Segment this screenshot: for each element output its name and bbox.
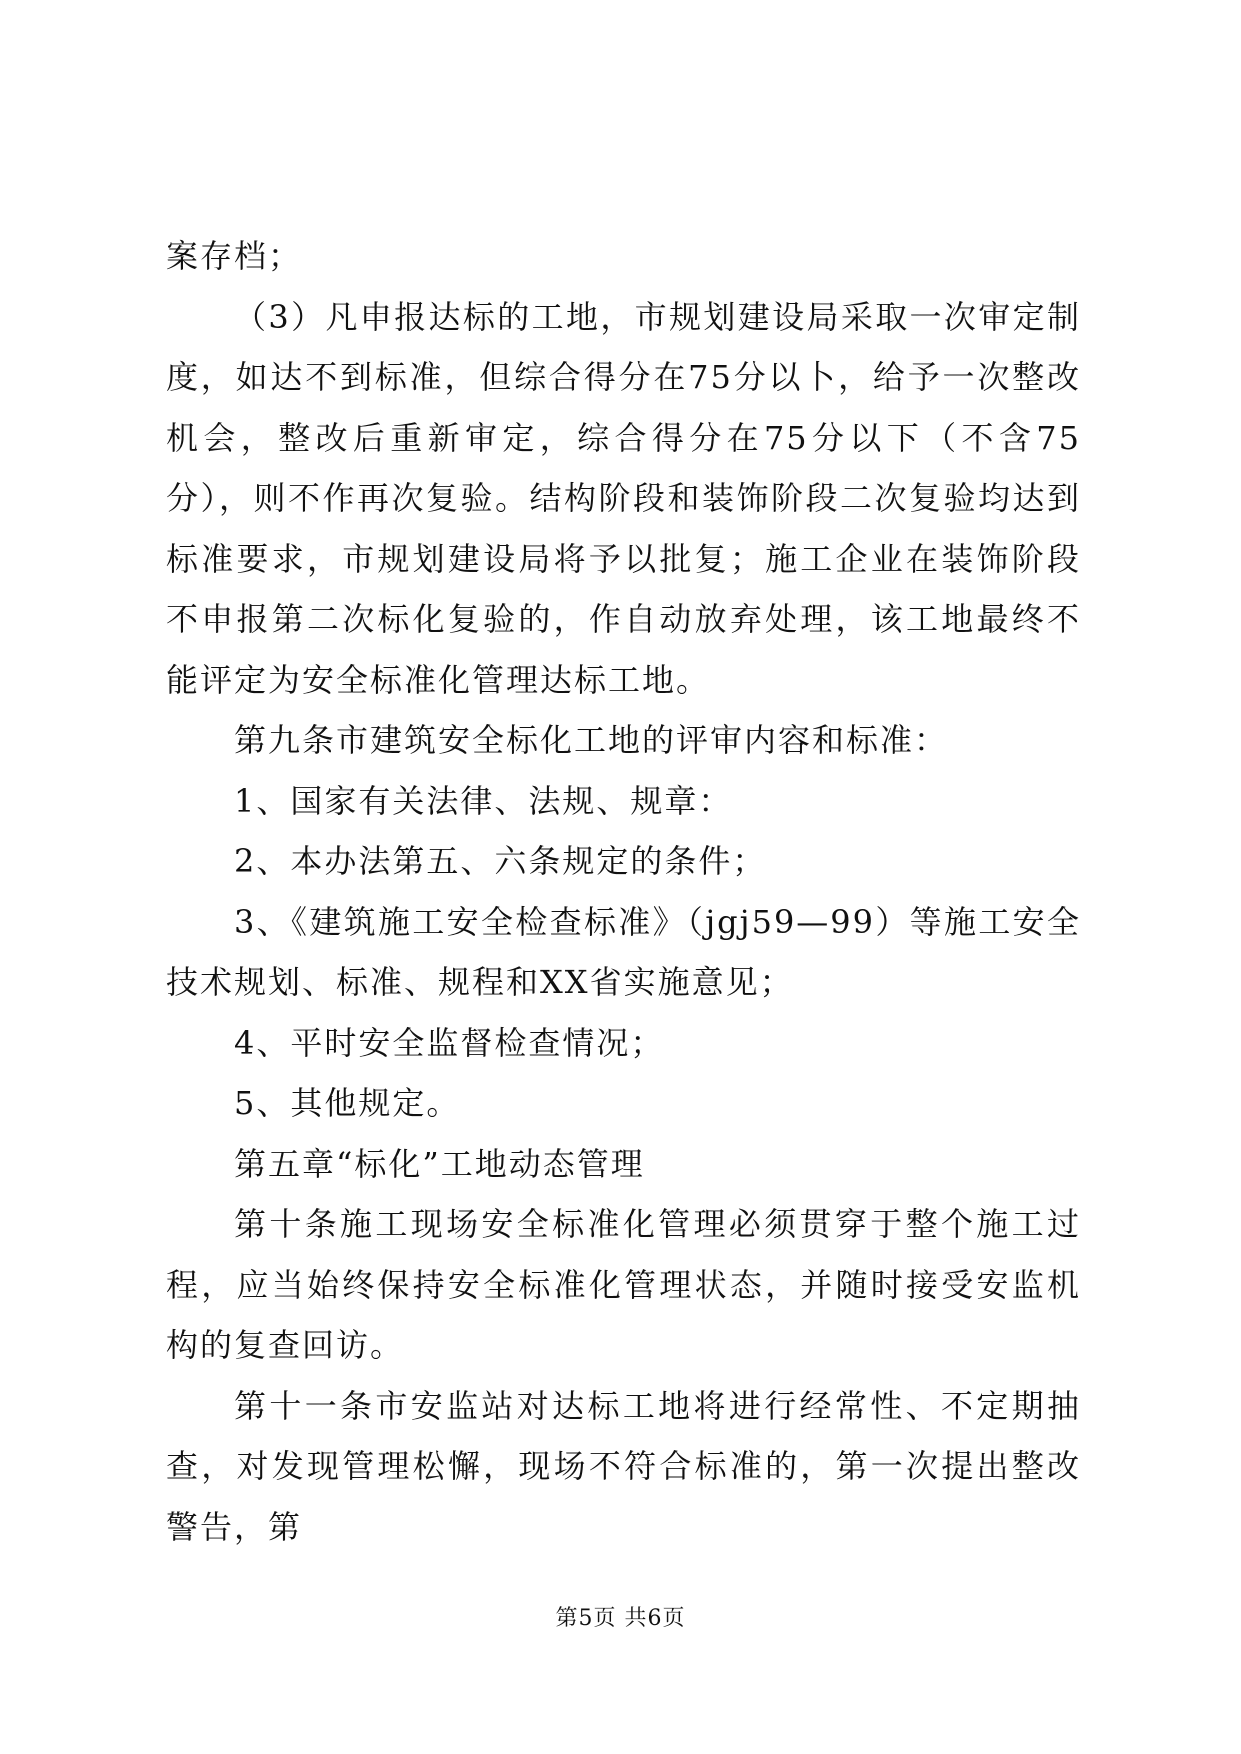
- paragraph-archive-line: 案存档；: [166, 237, 303, 275]
- paragraph-article-9: 第九条市建筑安全标化工地的评审内容和标准：: [234, 721, 949, 759]
- chapter-5-heading: 第五章“标化”工地动态管理: [234, 1144, 645, 1183]
- paragraph-item-3-review: （3）凡申报达标的工地，市规划建设局采取一次审定制度，如达不到标准，但综合得分在75分以卜，给予一次整改机会，整改后重新审定，综合得分在75分以下（不含75分），则不作再次复验。结构阶段和装饰阶段二次复验均达到标准要求，市规划建设局将予以批复；施工企业在装饰阶段不申报第二次标化复验的，作自动放弃处理，该工地最终不能评定为安全标准化管理达标工地。: [166, 297, 1081, 699]
- page-footer: [0, 1604, 1241, 1634]
- list-item-1: 1、国家有关法律、法规、规章：: [234, 781, 733, 820]
- page-number: 第5页 共6页: [555, 1606, 686, 1631]
- list-item-2: 2、本办法第五、六条规定的条件；: [234, 842, 767, 880]
- list-item-5: 5、其他规定。: [234, 1084, 461, 1122]
- document-body: [166, 226, 1081, 1557]
- paragraph-article-10: 第十条施工现场安全标准化管理必须贯穿于整个施工过程，应当始终保持安全标准化管理状态，并随时接受安监机构的复查回访。: [166, 1205, 1081, 1364]
- list-item-3: 3、《建筑施工安全检查标准》（jgj59—99）等施工安全技术规划、标准、规程和XX省实施意见；: [166, 902, 1081, 1001]
- list-item-4: 4、平时安全监督检查情况；: [234, 1023, 665, 1062]
- paragraph-article-11: 第十一条市安监站对达标工地将进行经常性、不定期抽查，对发现管理松懈，现场不符合标准的，第一次提出整改警告，第: [166, 1386, 1081, 1546]
